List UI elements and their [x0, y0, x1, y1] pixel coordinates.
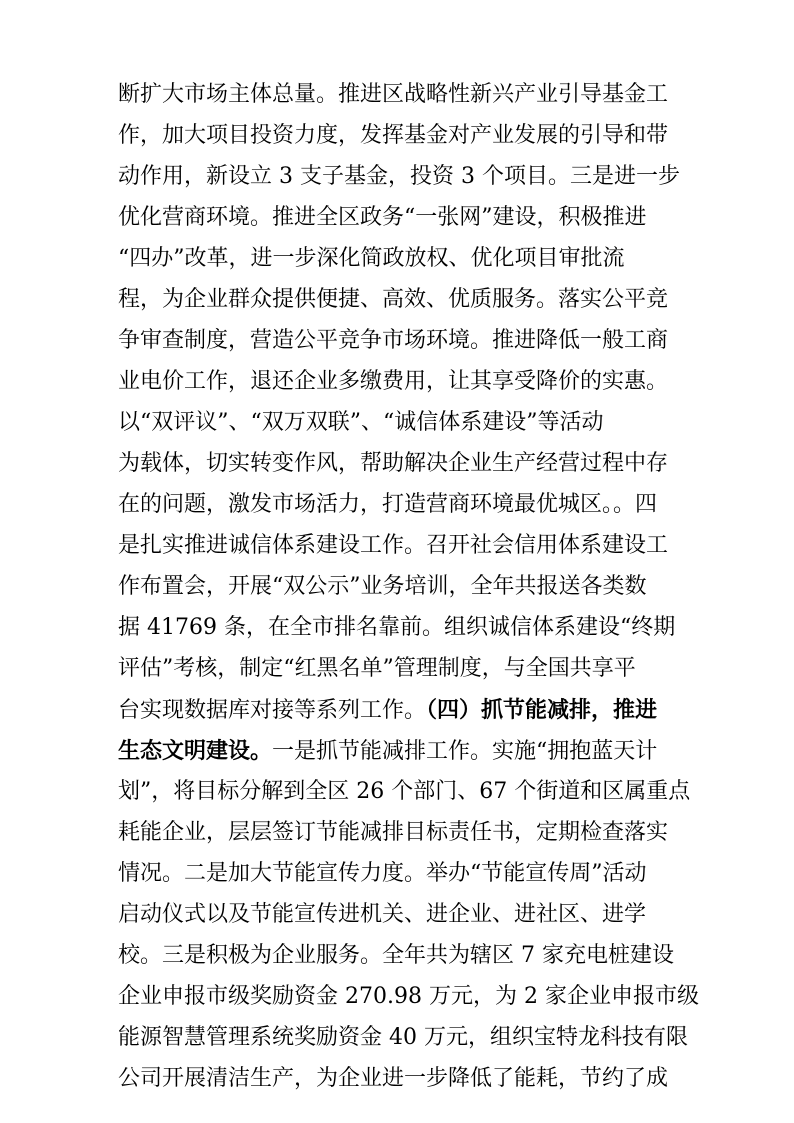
text-line: 作布置会，开展“双公示”业务培训，全年共报送各类数 — [118, 574, 647, 599]
text-normal: 一是抓节能减排工作。实施“拥抱蓝天计 — [272, 739, 658, 764]
text-line: 业电价工作，退还企业多缴费用，让其享受降价的实惠。 — [118, 369, 669, 394]
text-line: 据 41769 条，在全市排名靠前。组织诚信体系建设“终期 — [118, 615, 676, 640]
text-line: 公司开展清洁生产，为企业进一步降低了能耗，节约了成 — [118, 1066, 669, 1091]
text-line: 情况。二是加大节能宣传力度。举办“节能宣传周”活动 — [118, 861, 647, 886]
text-line: 是扎实推进诚信体系建设工作。召开社会信用体系建设工 — [118, 533, 669, 558]
text-line: 以“双评议”、“双万双联”、“诚信体系建设”等活动 — [118, 410, 604, 435]
text-line: 为载体，切实转变作风，帮助解决企业生产经营过程中存 — [118, 451, 669, 476]
text-line: 耗能企业，层层签订节能减排目标责任书，定期检查落实 — [118, 820, 669, 845]
text-line: 评估”考核，制定“红黑名单”管理制度，与全国共享平 — [118, 656, 636, 681]
text-line: 优化营商环境。推进全区政务“一张网”建设，积极推进 — [118, 205, 647, 230]
text-line: “四办”改革，进一步深化简政放权、优化项目审批流 — [118, 246, 625, 271]
text-line: 划”，将目标分解到全区 26 个部门、67 个街道和区属重点 — [118, 779, 691, 804]
section-heading: 生态文明建设。 — [118, 738, 273, 764]
text-line: 断扩大市场主体总量。推进区战略性新兴产业引导基金工 — [118, 82, 669, 107]
text-line: 作，加大项目投资力度，发挥基金对产业发展的引导和带 — [118, 123, 669, 148]
section-heading: （四）抓节能减排，推进 — [426, 697, 658, 723]
text-line — [118, 734, 678, 768]
text-line: 动作用，新设立 3 支子基金，投资 3 个项目。三是进一步 — [118, 164, 680, 189]
text-line: 程，为企业群众提供便捷、高效、优质服务。落实公平竞 — [118, 287, 669, 312]
text-normal: 台实现数据库对接等系列工作。 — [118, 698, 427, 723]
text-line: 校。三是积极为企业服务。全年共为辖区 7 家充电桩建设 — [118, 943, 674, 968]
text-line — [118, 693, 678, 727]
text-line: 争审查制度，营造公平竞争市场环境。推进降低一般工商 — [118, 328, 669, 353]
text-line: 企业申报市级奖励资金 270.98 万元，为 2 家企业申报市级 — [118, 984, 699, 1009]
text-line: 在的问题，激发市场活力，打造营商环境最优城区。。四 — [118, 492, 658, 517]
text-line: 能源智慧管理系统奖励资金 40 万元，组织宝特龙科技有限 — [118, 1025, 688, 1050]
text-line: 启动仪式以及节能宣传进机关、进企业、进社区、进学 — [118, 902, 647, 927]
